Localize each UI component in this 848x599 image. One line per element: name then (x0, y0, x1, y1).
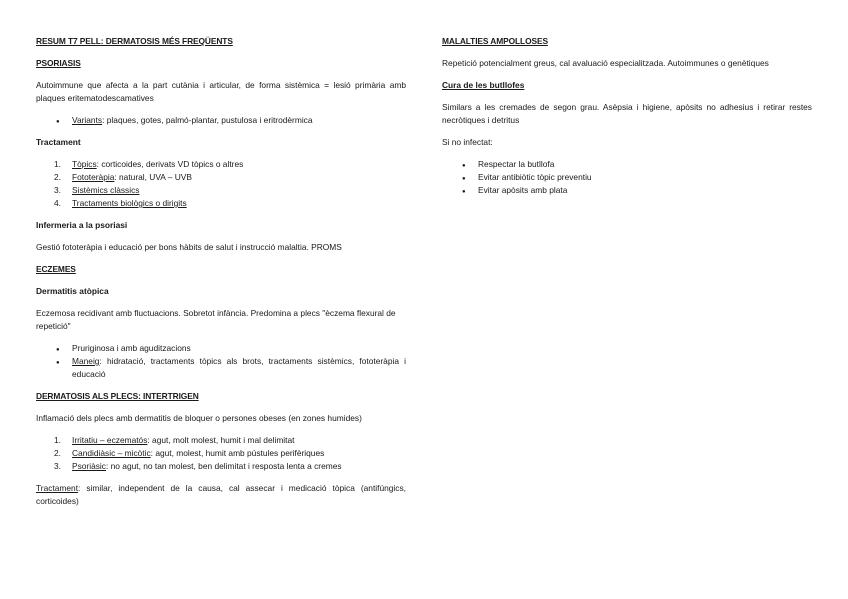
list-number: 2. (54, 448, 61, 458)
list-item-text: : corticoides, derivats VD tòpics o altres (96, 159, 244, 169)
list-item-text: : agut, molest, humit amb pústules perifèriques (150, 448, 325, 458)
list-number: 3. (54, 185, 61, 195)
intertrigen-tractament (36, 482, 406, 508)
list-item (36, 460, 406, 473)
intertrigen-tractament-text: : similar, independent de la causa, cal assecar i medicació tòpica (antifúngics, corticoides) (36, 483, 406, 506)
list-number: 4. (54, 198, 61, 208)
variants-bullet (36, 114, 406, 127)
list-item-text: : no agut, no tan molest, ben delimitat i resposta lenta a cremes (105, 461, 342, 471)
list-item-text: : natural, UVA – UVB (114, 172, 192, 182)
psoriasis-intro: Autoimmune que afecta a la part cutània i articular, de forma sistèmica = lesió primària amb plaques eritematodescamatives (36, 80, 406, 103)
dermatitis-bullets (36, 342, 406, 381)
eczemes-heading: ECZEMES (36, 264, 76, 274)
no-infectat-label: Si no infectat: (442, 137, 493, 147)
cura-bullets (442, 158, 812, 197)
list-number: 3. (54, 461, 61, 471)
bullet-icon (56, 114, 60, 129)
infermeria-text: Gestió fototeràpia i educació per bons hàbits de salut i instrucció malaltia. PROMS (36, 242, 342, 252)
list-item-label: Fototeràpia (72, 172, 115, 182)
maneig-label: Maneig (72, 356, 100, 366)
bullet-icon (462, 184, 466, 199)
list-item-label: Candidiàsic – micòtic (72, 448, 151, 458)
list-item-label: Irritatiu – eczematós (72, 435, 148, 445)
list-item (36, 184, 406, 197)
document-title: RESUM T7 PELL: DERMATOSIS MÉS FREQÜENTS (36, 36, 233, 46)
tractament-heading: Tractament (36, 137, 81, 147)
ampolloses-intro: Repetició potencialment greus, cal avaluació especialitzada. Autoimmunes o genètiques (442, 58, 769, 68)
variants-label: Variants (72, 115, 103, 125)
list-item (36, 342, 406, 355)
dermatitis-heading: Dermatitis atòpica (36, 286, 109, 296)
bullet-icon (56, 355, 60, 370)
intertrigen-intro: Inflamació dels plecs amb dermatitis de bloquer o persones obeses (en zones humides) (36, 413, 362, 423)
list-number: 2. (54, 172, 61, 182)
cura-text: Similars a les cremades de segon grau. Asèpsia i higiene, apòsits no adhesius i retirar restes necròtiques i detritus (442, 102, 812, 125)
list-item (36, 158, 406, 171)
list-item (36, 171, 406, 184)
intertrigen-tractament-label: Tractament (36, 483, 79, 493)
list-item (442, 171, 812, 184)
infermeria-heading: Infermeria a la psoriasi (36, 220, 128, 230)
list-item (36, 434, 406, 447)
cura-heading: Cura de les butllofes (442, 80, 525, 90)
tractament-list (36, 158, 406, 210)
list-item (442, 184, 812, 197)
psoriasis-heading: PSORIASIS (36, 58, 81, 68)
left-column (36, 35, 406, 508)
maneig-text: : hidratació, tractaments tòpics als brots, tractaments sistèmics, fototeràpia i educació (72, 356, 406, 379)
list-item (36, 197, 406, 210)
intertrigen-heading: DERMATOSIS ALS PLECS: INTERTRIGEN (36, 391, 199, 401)
intertrigen-list (36, 434, 406, 473)
list-item-text: : agut, molt molest, humit i mal delimitat (147, 435, 295, 445)
list-item-label: Sistèmics clàssics (72, 185, 140, 195)
list-item-text: Pruriginosa i amb aguditzacions (72, 343, 191, 353)
list-number: 1. (54, 435, 61, 445)
list-item-text: Respectar la butllofa (478, 159, 555, 169)
variants-text: : plaques, gotes, palmó-plantar, pustulosa i eritrodèrmica (102, 115, 313, 125)
list-item (442, 158, 812, 171)
list-item-label: Tòpics (72, 159, 97, 169)
ampolloses-heading: MALALTIES AMPOLLOSES (442, 36, 548, 46)
list-item-text: Evitar apòsits amb plata (478, 185, 568, 195)
list-item-text: Evitar antibiòtic tòpic preventiu (478, 172, 592, 182)
list-item-label: Tractaments biològics o dirigits (72, 198, 187, 208)
list-item (36, 355, 406, 381)
right-column (442, 35, 812, 197)
list-number: 1. (54, 159, 61, 169)
list-item (36, 447, 406, 460)
dermatitis-intro: Eczemosa recidivant amb fluctuacions. Sobretot infància. Predomina a plecs "èczema flexural de repetició" (36, 308, 396, 331)
list-item-label: Psoriàsic (72, 461, 106, 471)
